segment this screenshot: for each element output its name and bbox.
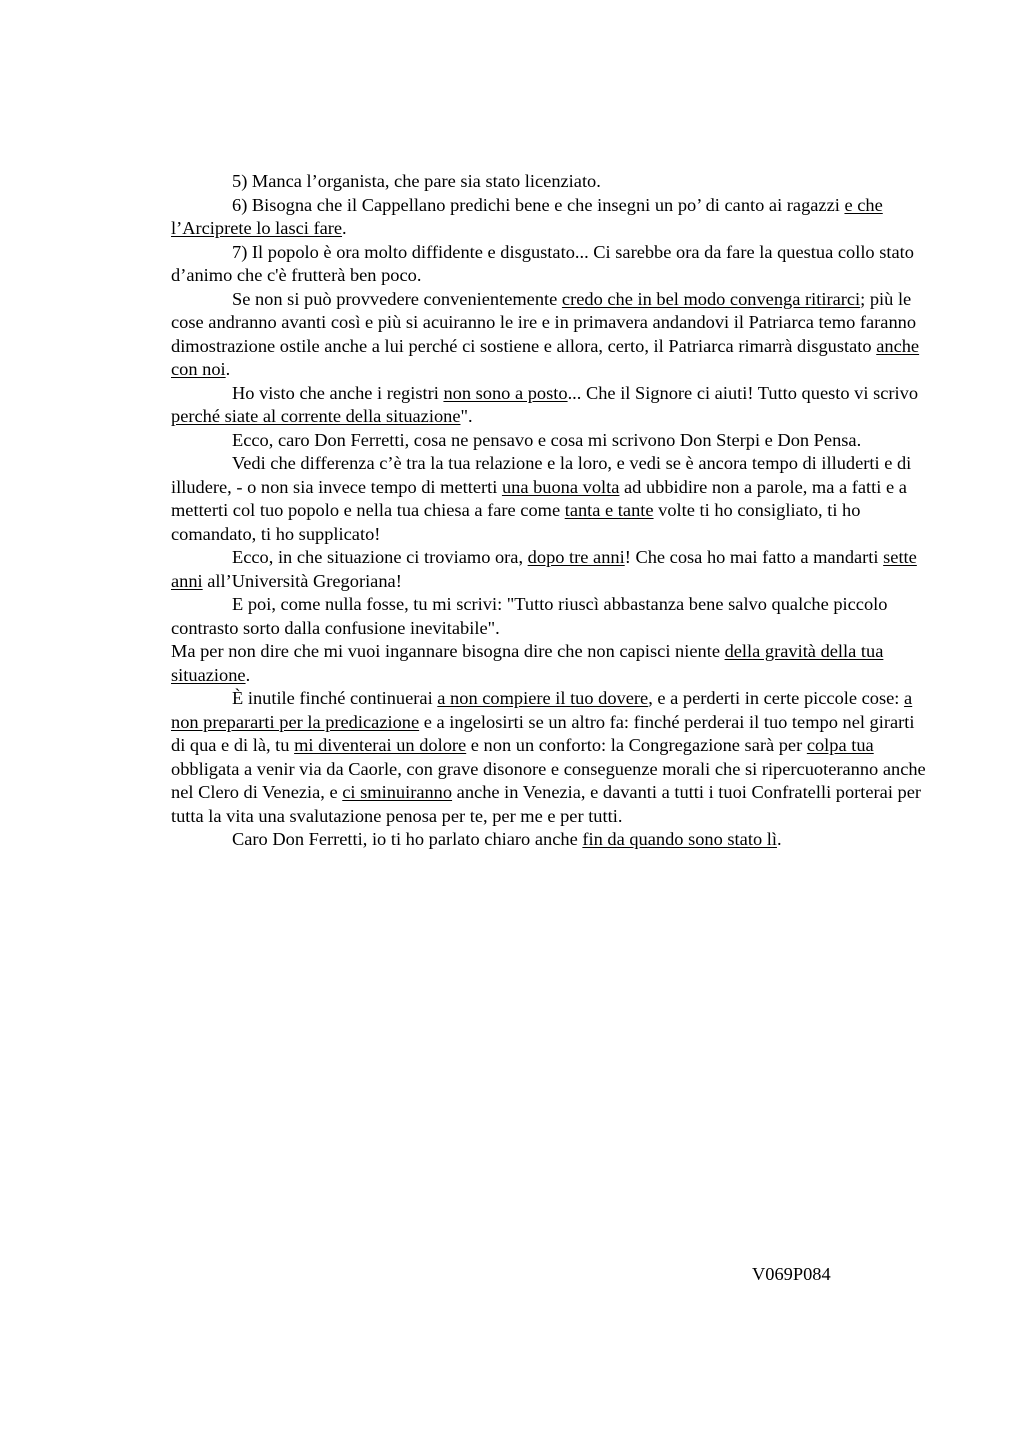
paragraph — [171, 194, 933, 241]
underlined-text: non sono a posto — [443, 382, 568, 403]
underlined-text: credo che in bel modo convenga ritirarci — [561, 288, 861, 309]
text-run: Caro Don Ferretti, io ti ho parlato chiaro anche — [232, 829, 583, 849]
text-run: Vedi che differenza c’è tra la tua relazione e la loro, e vedi se è ancora tempo di illuderti e di illudere, - o non sia invece tempo di metterti — [171, 453, 912, 497]
underlined-text: e che l’Arciprete lo lasci fare — [171, 194, 883, 238]
text-run: . — [776, 829, 782, 849]
text-run: 7) Il popolo è ora molto diffidente e disgustato... Ci sarebbe ora da fare la questua collo stato d’animo che c'è frutterà ben poco. — [171, 241, 914, 285]
underlined-text: dopo tre anni — [527, 547, 625, 567]
text-run: e non un conforto: la Congregazione sarà per — [466, 735, 807, 755]
paragraph — [171, 687, 933, 828]
text-run: obbligata a venir via da Caorle, con grave disonore e conseguenze morali che si ripercuoteranno anche nel Clero di Venezia, e — [171, 758, 926, 802]
text-run: Ecco, in che situazione ci troviamo ora, — [232, 547, 528, 567]
paragraph — [171, 640, 933, 687]
text-run: ". — [460, 406, 473, 426]
underlined-text: perché siate al corrente della situazione — [171, 406, 461, 426]
text-run: E poi, come nulla fosse, tu mi scrivi: "Tutto riuscì abbastanza bene salvo qualche piccolo contrasto sorto dalla confusione inevitabile". — [171, 594, 888, 638]
text-run: ! Che cosa ho mai fatto a mandarti — [624, 547, 884, 567]
text-run: e a ingelosirti se un altro fa: finché perderai il tuo tempo nel girarti di qua e di là, tu — [171, 711, 915, 755]
text-run: . — [342, 218, 347, 238]
underlined-text: mi diventerai un dolore — [294, 735, 467, 755]
underlined-text: anche con noi — [171, 335, 920, 379]
paragraph — [171, 241, 933, 288]
page-code: V069P084 — [752, 1264, 831, 1284]
paragraph — [171, 828, 933, 852]
underlined-text: fin da quando sono stato lì — [582, 829, 777, 849]
text-run: Ho visto che anche i registri — [232, 382, 444, 403]
paragraph — [171, 429, 933, 453]
paragraph — [171, 170, 933, 194]
underlined-text: a non prepararti per la predicazione — [171, 688, 913, 732]
underlined-text: della gravità della tua situazione — [171, 641, 884, 685]
text-run: ; più le cose andranno avanti così e più si acuiranno le ire e in primavera andandovi il Patriarca temo faranno dimostrazione ostile anche a lui perché ci sostiene e allora, certo, il Patriarca rimarrà disgustato — [171, 288, 917, 356]
underlined-text: ci sminuiranno — [342, 782, 453, 802]
paragraph — [171, 452, 933, 546]
text-run: È inutile finché continuerai — [232, 688, 438, 708]
underlined-text: una buona volta — [501, 476, 620, 497]
text-run: ... Che il Signore ci aiuti! Tutto questo vi scrivo — [567, 382, 919, 403]
text-run: anche in Venezia, e davanti a tutti i tuoi Confratelli porterai per tutta la vita una svalutazione penosa per te, per me e per tutti. — [171, 782, 922, 826]
text-run: ad ubbidire non a parole, ma a fatti e a metterti col tuo popolo e nella tua chiesa a fare come — [171, 476, 907, 520]
text-run: , e a perderti in certe piccole cose: — [648, 688, 905, 708]
text-run: . — [245, 664, 251, 685]
text-run: . — [225, 359, 231, 379]
text-run: Se non si può provvedere convenientemente — [232, 288, 562, 309]
paragraph — [171, 382, 933, 429]
text-run: Ecco, caro Don Ferretti, cosa ne pensavo e cosa mi scrivono Don Sterpi e Don Pensa. — [232, 429, 862, 450]
paragraph — [171, 593, 933, 640]
underlined-text: a non compiere il tuo dovere — [437, 688, 649, 708]
underlined-text: tanta e tante — [564, 500, 654, 520]
text-run: 5) Manca l’organista, che pare sia stato licenziato. — [232, 171, 601, 191]
underlined-text: sette anni — [171, 547, 917, 591]
text-run: all’Università Gregoriana! — [202, 570, 402, 591]
text-run: Ma per non dire che mi vuoi ingannare bisogna dire che non capisci niente — [171, 641, 725, 661]
text-run: 6) Bisogna che il Cappellano predichi bene e che insegni un po’ di canto ai ragazzi — [232, 194, 845, 215]
underlined-text: colpa tua — [806, 735, 874, 755]
letter-body — [171, 170, 933, 852]
text-run: volte ti ho consigliato, ti ho comandato, ti ho supplicato! — [171, 500, 861, 544]
paragraph — [171, 546, 933, 593]
paragraph — [171, 288, 933, 382]
